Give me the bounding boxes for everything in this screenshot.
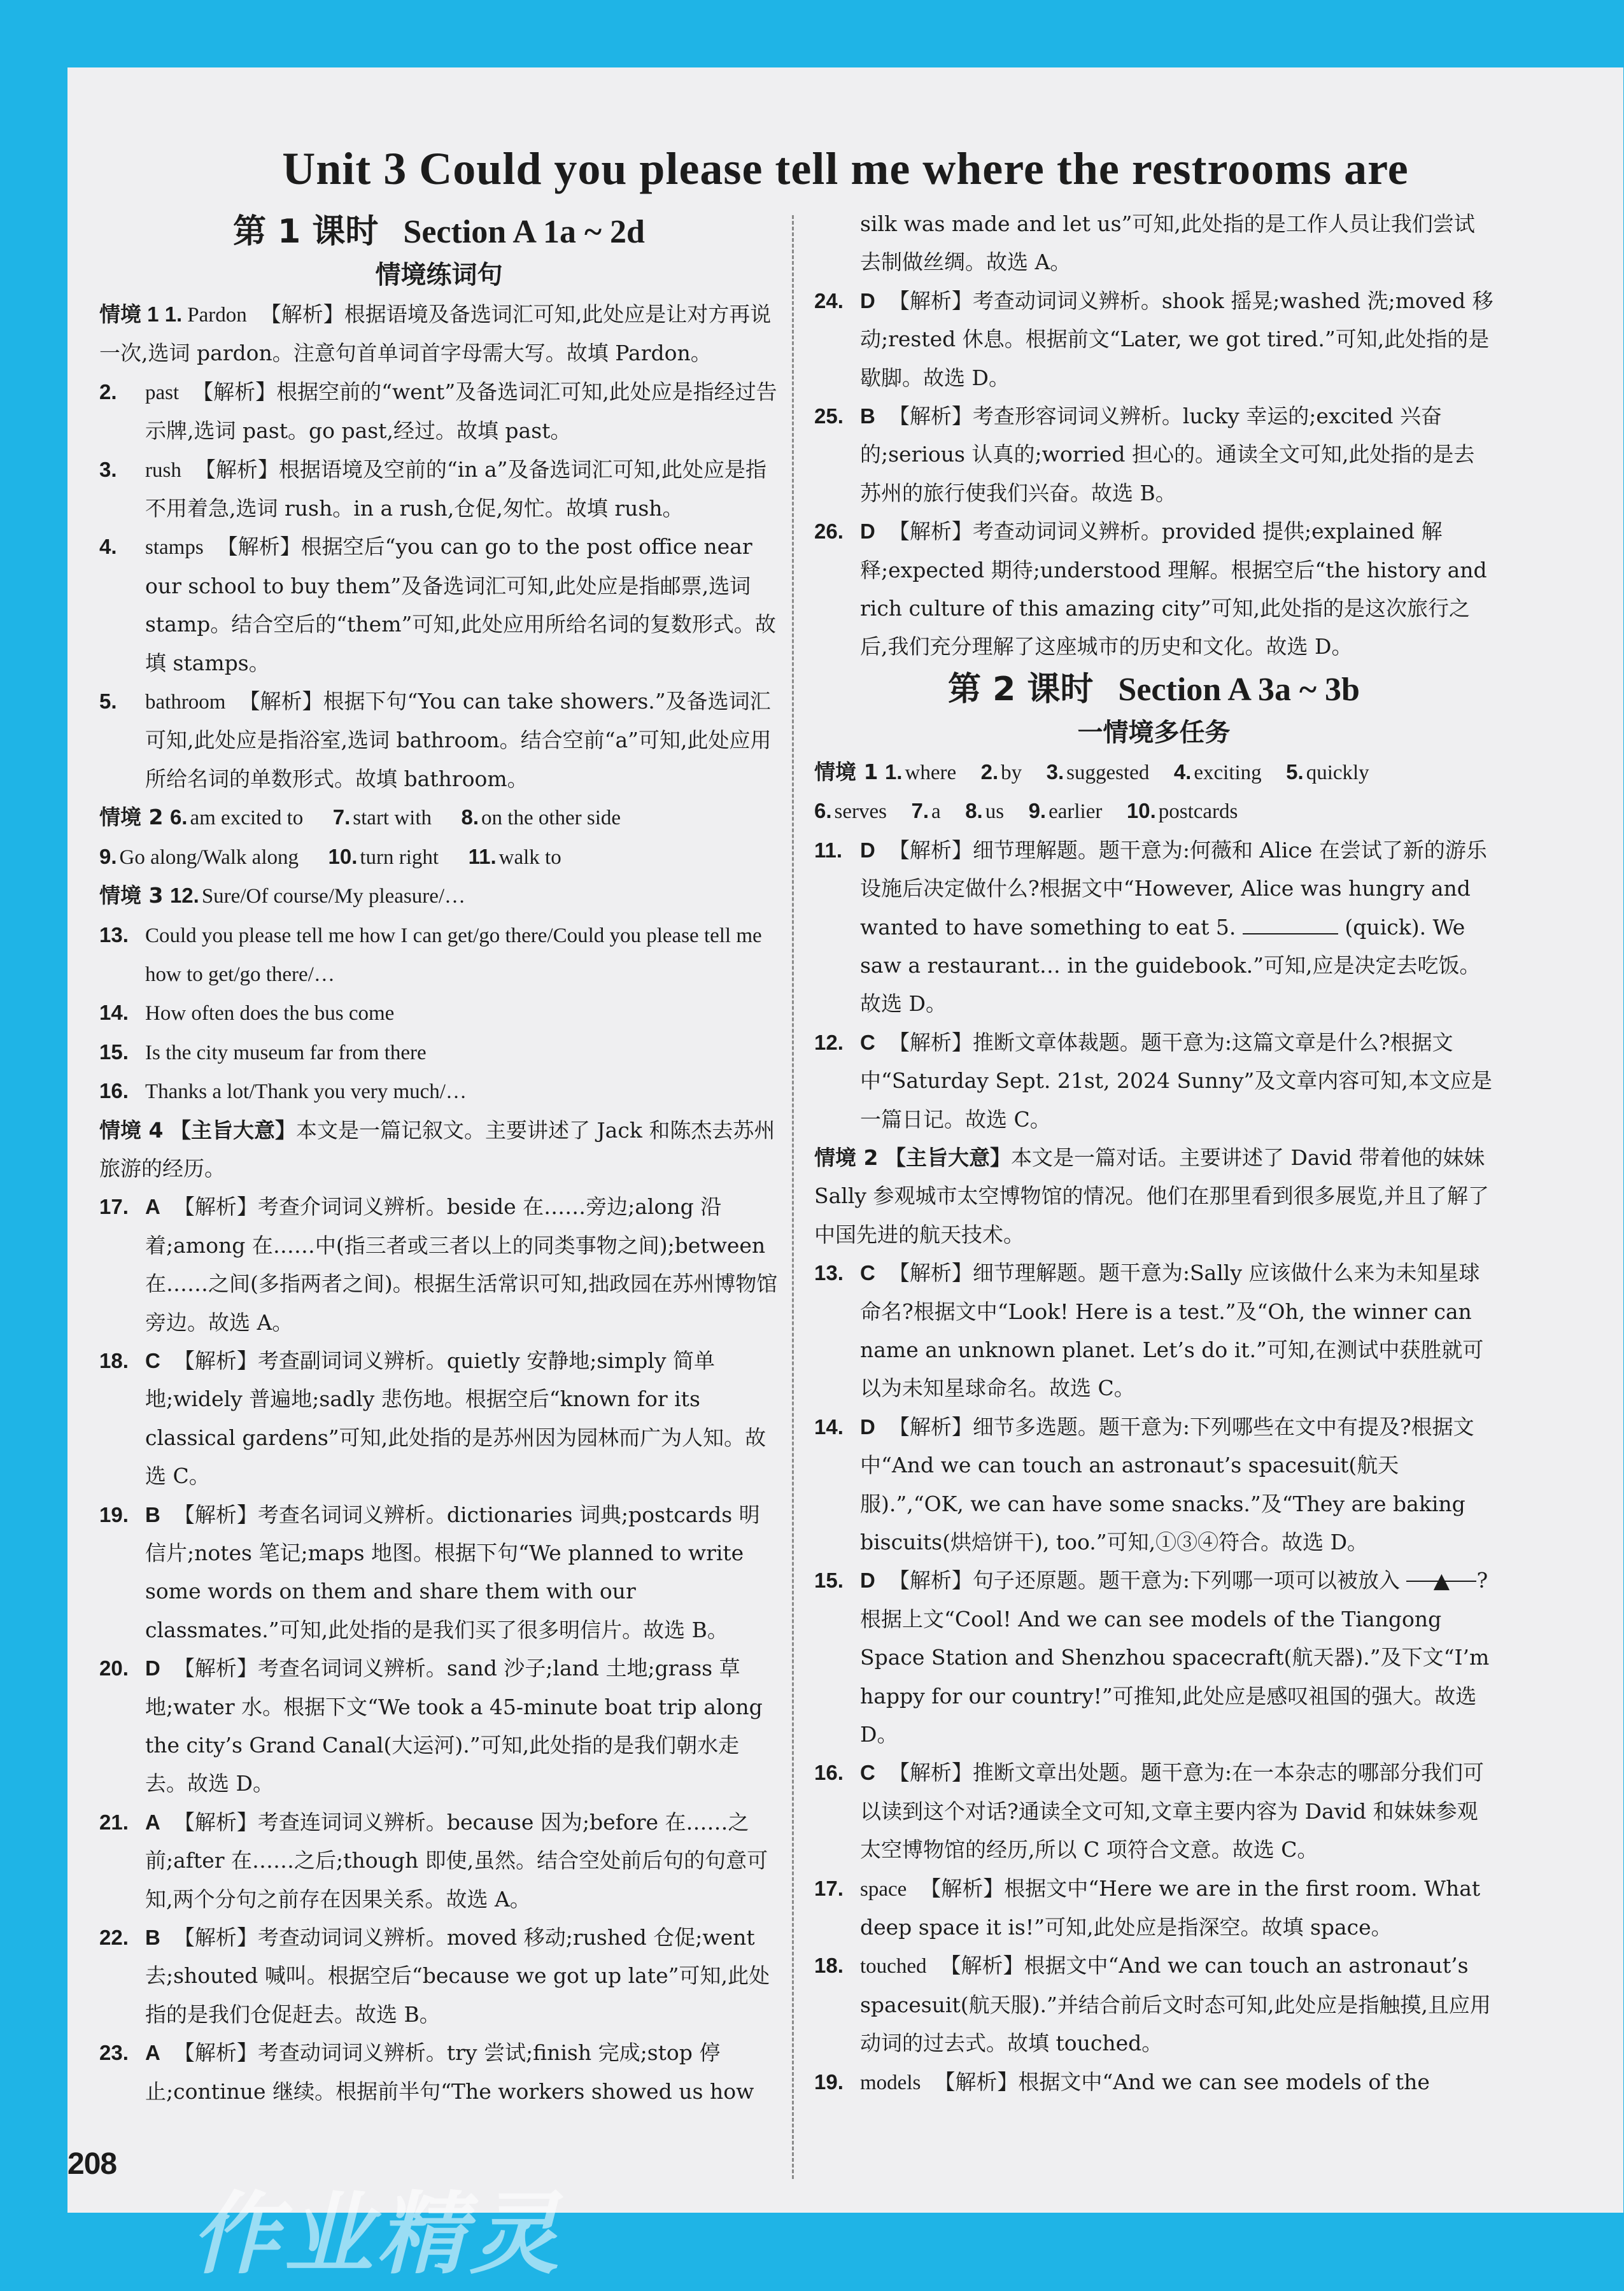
lesson-2-heading: [814, 666, 1493, 712]
scene-4-summary: 情境 4 【主旨大意】本文是一篇记叙文。主要讲述了 Jack 和陈杰去苏州旅游的经历。: [99, 1117, 775, 1181]
answer-item: 13. C 【解析】细节理解题。题干意为:Sally 应该做什么来为未知星球命名?根据文中“Look! Here is a test.”及“Oh, the winner can name an unknown planet. Let’s do it.”可知,在测试中获胜就可以为未知星球命名。故选 C。: [814, 1260, 1484, 1401]
scene-2-summary: 情境 2 【主旨大意】本文是一篇对话。主要讲述了 David 带着他的妹妹 Sally 参观城市太空博物馆的情况。他们在那里看到很多展览,并且了解了中国先进的航天技术。: [814, 1145, 1490, 1247]
lesson-2-cn: 第 2 课时: [948, 670, 1094, 708]
triangle-icon: ▲: [1433, 1568, 1450, 1593]
answer-item: 15. D 【解析】句子还原题。题干意为:下列哪一项可以被放入 ▲ ?根据上文“Cool! And we can see models of the Tiangong Space Station and Shenzhou spacecraft(航天器).”及下文“I’m happy for our country!”可推知,此处应是感叹祖国的强大。故选 D。: [814, 1561, 1493, 1754]
unit-title: Unit 3 Could you please tell me where the restrooms are: [282, 143, 1409, 194]
scene-1-row-2: 6. serves 7. a 8. us 9. earlier 10. postcards: [814, 799, 1238, 824]
answer-item: 14. D 【解析】细节多选题。题干意为:下列哪些在文中有提及?根据文中“And we can touch an astronaut’s spacesuit(航天服).”,“OK, we can have some snacks.”及“They are baking biscuits(烘焙饼干), too.”可知,①③④符合。故选 D。: [814, 1414, 1474, 1554]
answer-item: 16. Thanks a lot/Thank you very much/…: [99, 1079, 467, 1104]
answer-item: 情境 1 1. Pardon 【解析】根据语境及备选词汇可知,此处应是让对方再说一次,选词 pardon。注意句首单词首字母需大写。故填 Pardon。: [99, 302, 772, 366]
triangle-blank: [1406, 1561, 1476, 1593]
answer-item: 5. bathroom 【解析】根据下句“You can take showers.”及备选词汇可知,此处应是指浴室,选词 bathroom。结合空前“a”可知,此处应用所给名词的单数形式。故填 bathroom。: [99, 689, 772, 791]
answer-item: 20. D 【解析】考查名词词义辨析。sand 沙子;land 土地;grass 草地;water 水。根据下文“We took a 45-minute boat trip along the city’s Grand Canal(大运河).”可知,此处指的是我们朝水走去。故选 D。: [99, 1656, 763, 1796]
page-number: 208: [67, 2147, 117, 2181]
answer-item: 11. D 【解析】细节理解题。题干意为:何薇和 Alice 在尝试了新的游乐设施后决定做什么?根据文中“However, Alice was hungry and wanted to have something to eat 5. (quick). We saw a restaurant… in the guidebook.”可知,应是决定去吃饭。故选 D。: [814, 837, 1487, 1017]
answer-item: 17. space 【解析】根据文中“Here we are in the first room. What deep space it is!”可知,此处应是指深空。故填 space。: [814, 1875, 1481, 1940]
answer-item: 22. B 【解析】考查动词词义辨析。moved 移动;rushed 仓促;went 去;shouted 喊叫。根据空后“because we got up late”可知,此处指的是我们仓促赶去。故选 B。: [99, 1925, 770, 2027]
left-column: [99, 209, 779, 2182]
lesson-2-en: Section A 3a ~ 3b: [1118, 671, 1360, 708]
answer-item: 19. B 【解析】考查名词词义辨析。dictionaries 词典;postcards 明信片;notes 笔记;maps 地图。根据下句“We planned to write some words on them and share them with our classmates.”可知,此处指的是我们买了很多明信片。故选 B。: [99, 1502, 760, 1642]
left-items-1: [99, 295, 779, 798]
answer-item: 2. past 【解析】根据空前的“went”及备选词汇可知,此处应是指经过告示牌,选词 past。go past,经过。故填 past。: [99, 379, 777, 444]
answer-item: 16. C 【解析】推断文章出处题。题干意为:在一本杂志的哪部分我们可以读到这个对话?通读全文可知,文章主要内容为 David 和妹妹参观太空博物馆的经历,所以 C 项符合文意。故选 C。: [814, 1760, 1484, 1863]
answer-item: 18. touched 【解析】根据文中“And we can touch an astronaut’s spacesuit(航天服).”并结合前后文时态可知,此处应是指触摸,且应用动词的过去式。故填 touched。: [814, 1953, 1491, 2056]
watermark: 作业精灵: [191, 2183, 563, 2287]
answer-item: 19. models 【解析】根据文中“And we can see models of the: [814, 2069, 1430, 2094]
scene-1-row-1: 情境 1 1. where 2. by 3. suggested 4. exciting 5. quickly: [814, 759, 1369, 784]
answer-page: [67, 67, 1623, 2213]
answer-item: 15. Is the city museum far from there: [99, 1040, 427, 1064]
answer-item: 18. C 【解析】考查副词词义辨析。quietly 安静地;simply 简单地;widely 普遍地;sadly 悲伤地。根据空后“known for its classical gardens”可知,此处指的是苏州因为园林而广为人知。故选 C。: [99, 1348, 766, 1489]
answer-item: 13. Could you please tell me how I can get/go there/Could you please tell me how to get/go there/…: [99, 922, 762, 986]
scene-2-row-2: 9. Go along/Walk along 10. turn right 11. walk to: [99, 844, 561, 869]
answer-item: 3. rush 【解析】根据语境及空前的“in a”及备选词汇可知,此处应是指不用着急,选词 rush。in a rush,仓促,匆忙。故填 rush。: [99, 456, 767, 521]
answer-item: 14. How often does the bus come: [99, 1001, 395, 1026]
lesson-1-cn: 第 1 课时: [233, 213, 379, 251]
answer-item: 25. B 【解析】考查形容词词义辨析。lucky 幸运的;excited 兴奋的;serious 认真的;worried 担心的。通读全文可知,此处指的是去苏州的旅行使我们兴奋。故选 B。: [814, 404, 1475, 505]
lesson-1-subheading: 情境练词句: [375, 260, 503, 290]
answer-item: 24. D 【解析】考查动词词义辨析。shook 摇晃;washed 洗;moved 移动;rested 休息。根据前文“Later, we got tired.”可知,此处指的是歇脚。故选 D。: [814, 288, 1493, 390]
lesson-1-heading: [99, 209, 779, 255]
column-divider: [792, 215, 794, 2179]
answer-item: 4. stamps 【解析】根据空后“you can go to the post office near our school to buy them”及备选词汇可知,此处应是指邮票,选词 stamp。结合空后的“them”可知,此处应用所给名词的复数形式。故填 stamps。: [99, 534, 776, 675]
continued-text: silk was made and let us”可知,此处指的是工作人员让我们尝试去制做丝绸。故选 A。: [860, 211, 1475, 275]
answer-item: 17. A 【解析】考查介词词义辨析。beside 在……旁边;along 沿着;among 在……中(指三者或三者以上的同类事物之间);between 在……之间(多指两者之间)。根据生活常识可知,拙政园在苏州博物馆旁边。故选 A。: [99, 1194, 778, 1335]
answer-item: 21. A 【解析】考查连词词义辨析。because 因为;before 在……之前;after 在……之后;though 即使,虽然。结合空处前后句的句意可知,两个分句之前存在因果关系。故选 A。: [99, 1809, 768, 1912]
lesson-2-subheading: 一情境多任务: [1077, 717, 1231, 747]
answer-item: 12. C 【解析】推断文章体裁题。题干意为:这篇文章是什么?根据文中“Saturday Sept. 21st, 2024 Sunny”及文章内容可知,本文应是一篇日记。故选 C。: [814, 1029, 1492, 1132]
fill-blank: [1243, 914, 1338, 934]
scene-3-row: 情境 3 12. Sure/Of course/My pleasure/…: [99, 883, 466, 908]
answer-item: 23. A 【解析】考查动词词义辨析。try 尝试;finish 完成;stop 停止;continue 继续。根据前半句“The workers showed us how: [99, 2040, 754, 2104]
lesson-1-en: Section A 1a ~ 2d: [403, 214, 645, 250]
answer-item: 26. D 【解析】考查动词词义辨析。provided 提供;explained 解释;expected 期待;understood 理解。根据空后“the history and rich culture of this amazing city”可知,此处指的是这次旅行之后,我们充分理解了这座城市的历史和文化。故选 D。: [814, 519, 1487, 659]
right-column: [814, 205, 1493, 2178]
scene-2-row-1: 情境 2 6. am excited to 7. start with 8. on the other side: [99, 805, 621, 830]
